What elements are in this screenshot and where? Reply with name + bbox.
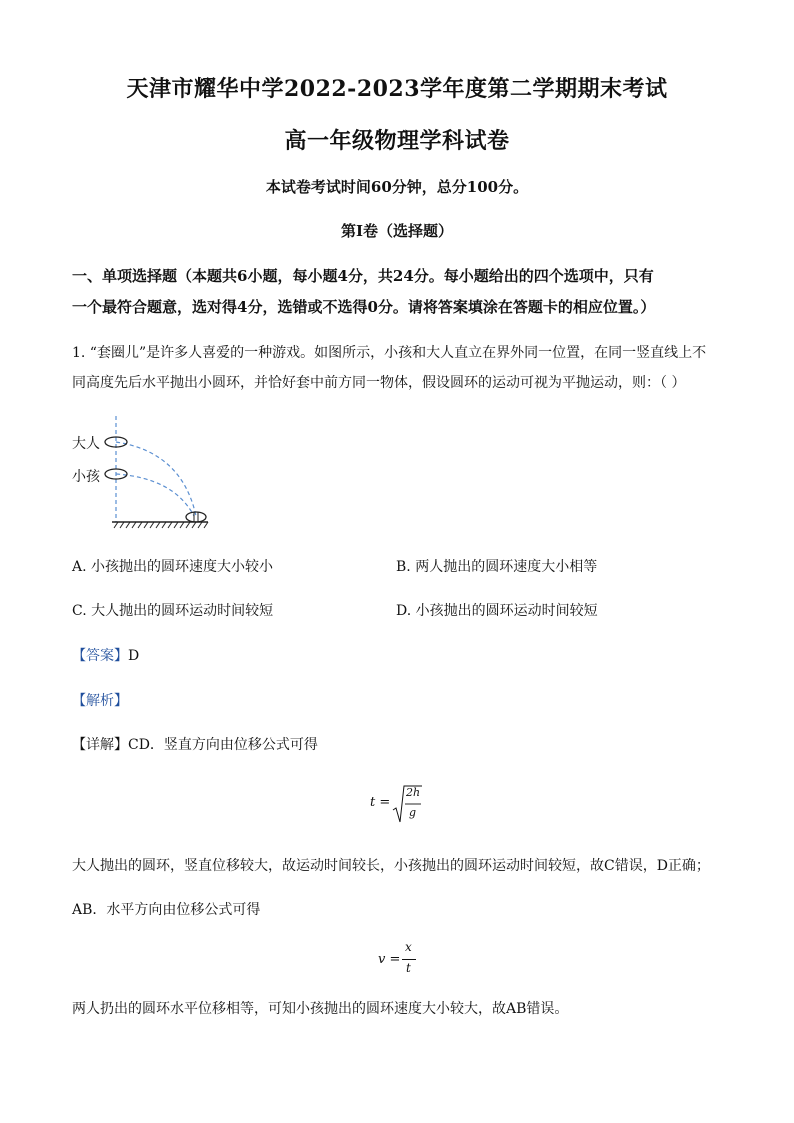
exam-subtitle: 高一年级物理学科试卷 (284, 128, 510, 154)
formula-time-lhs: t = (370, 795, 391, 810)
formula-velocity (378, 940, 428, 980)
detail-line4: 两人扔出的圆环水平位移相等，可知小孩抛出的圆环速度大小较大，故AB错误。 (72, 1001, 569, 1017)
answer-value: D (128, 648, 140, 664)
detail-line2: 大人抛出的圆环，竖直位移较大，故运动时间较长，小孩抛出的圆环运动时间较短，故C错误，D正确； (72, 858, 710, 874)
formula-time-numerator: 2h (406, 786, 421, 799)
formula-velocity-denominator: t (406, 961, 411, 975)
detail-line3: AB．水平方向由位移公式可得 (72, 902, 261, 918)
detail-text-1: CD．竖直方向由位移公式可得 (128, 737, 318, 753)
formula-time-denominator: g (409, 806, 417, 819)
fraction-bar (402, 959, 416, 960)
answer-tag: 【答案】 (72, 648, 128, 664)
analysis-line (72, 690, 128, 710)
exam-title: 天津市耀华中学2022-2023学年度第二学期期末考试 (126, 76, 668, 102)
question1-stem-line2: 同高度先后水平抛出小圆环，并恰好套中前方同一物体，假设圆环的运动可视为平抛运动，则：（ ） (72, 375, 686, 391)
formula-time (370, 782, 430, 826)
question1-stem-line1: 1. “套圈儿”是许多人喜爱的一种游戏。如图所示，小孩和大人直立在界外同一位置，在同一竖直线上不 (72, 345, 707, 361)
analysis-tag: 【解析】 (72, 693, 128, 709)
exam-time-note: 本试卷考试时间60分钟，总分100分。 (265, 178, 529, 196)
detail-line1 (72, 734, 318, 754)
answer-line (72, 645, 139, 665)
section-heading-line1: 一、单项选择题（本题共6小题，每小题4分，共24分。每小题给出的四个选项中，只有 (72, 267, 654, 285)
formula-velocity-numerator: x (405, 940, 412, 954)
option-b: B. 两人抛出的圆环速度大小相等 (396, 559, 598, 575)
option-c: C. 大人抛出的圆环运动时间较短 (72, 603, 274, 619)
option-a: A. 小孩抛出的圆环速度大小较小 (72, 559, 274, 575)
volume-title: 第Ⅰ卷（选择题） (340, 222, 454, 240)
option-d: D. 小孩抛出的圆环运动时间较短 (396, 603, 598, 619)
formula-velocity-lhs: v = (378, 952, 401, 967)
figure-label-adult: 大人 (72, 436, 100, 452)
figure-label-child: 小孩 (72, 469, 100, 485)
detail-tag: 【详解】 (72, 737, 128, 753)
section-heading-line2: 一个最符合题意，选对得4分，选错或不选得0分。请将答案填涂在答题卡的相应位置。） (72, 298, 656, 316)
